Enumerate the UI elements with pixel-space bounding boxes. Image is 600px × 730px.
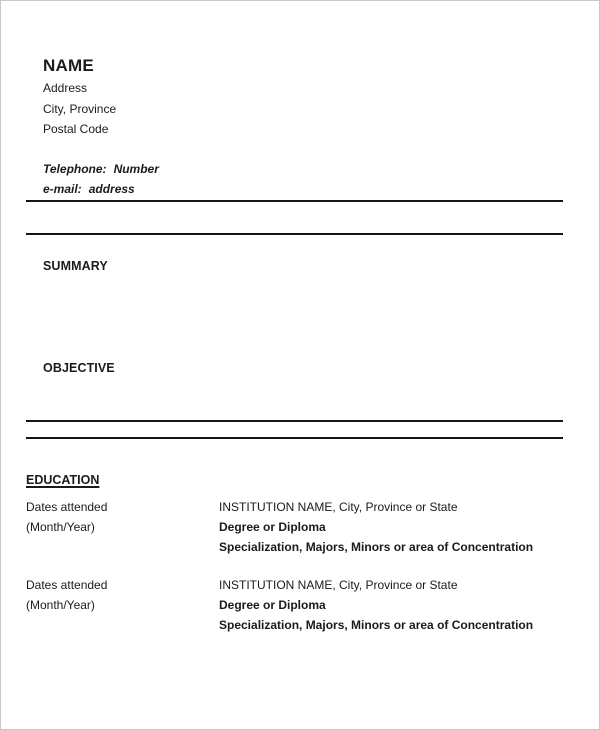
education-entry-1-details: [219, 497, 566, 557]
address-line: Address: [43, 81, 88, 95]
telephone-label: Telephone:: [43, 162, 107, 176]
institution-line: INSTITUTION NAME, City, Province or State: [219, 578, 458, 592]
objective-bottom-rule: [26, 420, 563, 422]
dates-attended-label: Dates attended: [26, 500, 108, 514]
degree-line: Degree or Diploma: [219, 598, 326, 612]
education-entry-2-details: [219, 575, 566, 635]
specialization-line: Specialization, Majors, Minors or area of Concentration: [219, 540, 534, 554]
city-province-line: City, Province: [43, 101, 117, 116]
education-entry-1: [26, 497, 566, 557]
education-entry-2: [26, 575, 566, 635]
education-entry-2-dates: [26, 575, 219, 635]
email-line: [43, 179, 159, 199]
specialization-line: Specialization, Majors, Minors or area of Concentration: [219, 618, 534, 632]
telephone-value: Number: [113, 162, 159, 176]
objective-heading: OBJECTIVE: [43, 361, 115, 375]
degree-line: Degree or Diploma: [219, 520, 326, 534]
email-label: e-mail:: [43, 182, 82, 196]
postal-code-line: Postal Code: [43, 122, 109, 136]
header-divider-rule: [26, 233, 563, 235]
address-block: [43, 78, 116, 140]
name-heading: NAME: [43, 56, 94, 75]
education-top-rule: [26, 437, 563, 439]
education-entry-1-dates: [26, 497, 219, 557]
telephone-line: [43, 159, 159, 179]
email-value: address: [88, 182, 135, 196]
month-year-label: (Month/Year): [26, 598, 95, 612]
institution-line: INSTITUTION NAME, City, Province or State: [219, 500, 458, 514]
month-year-label: (Month/Year): [26, 520, 95, 534]
education-heading: EDUCATION: [26, 473, 100, 487]
dates-attended-label: Dates attended: [26, 578, 108, 592]
contact-block: [43, 159, 159, 199]
summary-heading: SUMMARY: [43, 259, 108, 273]
contact-underline-rule: [26, 200, 563, 202]
